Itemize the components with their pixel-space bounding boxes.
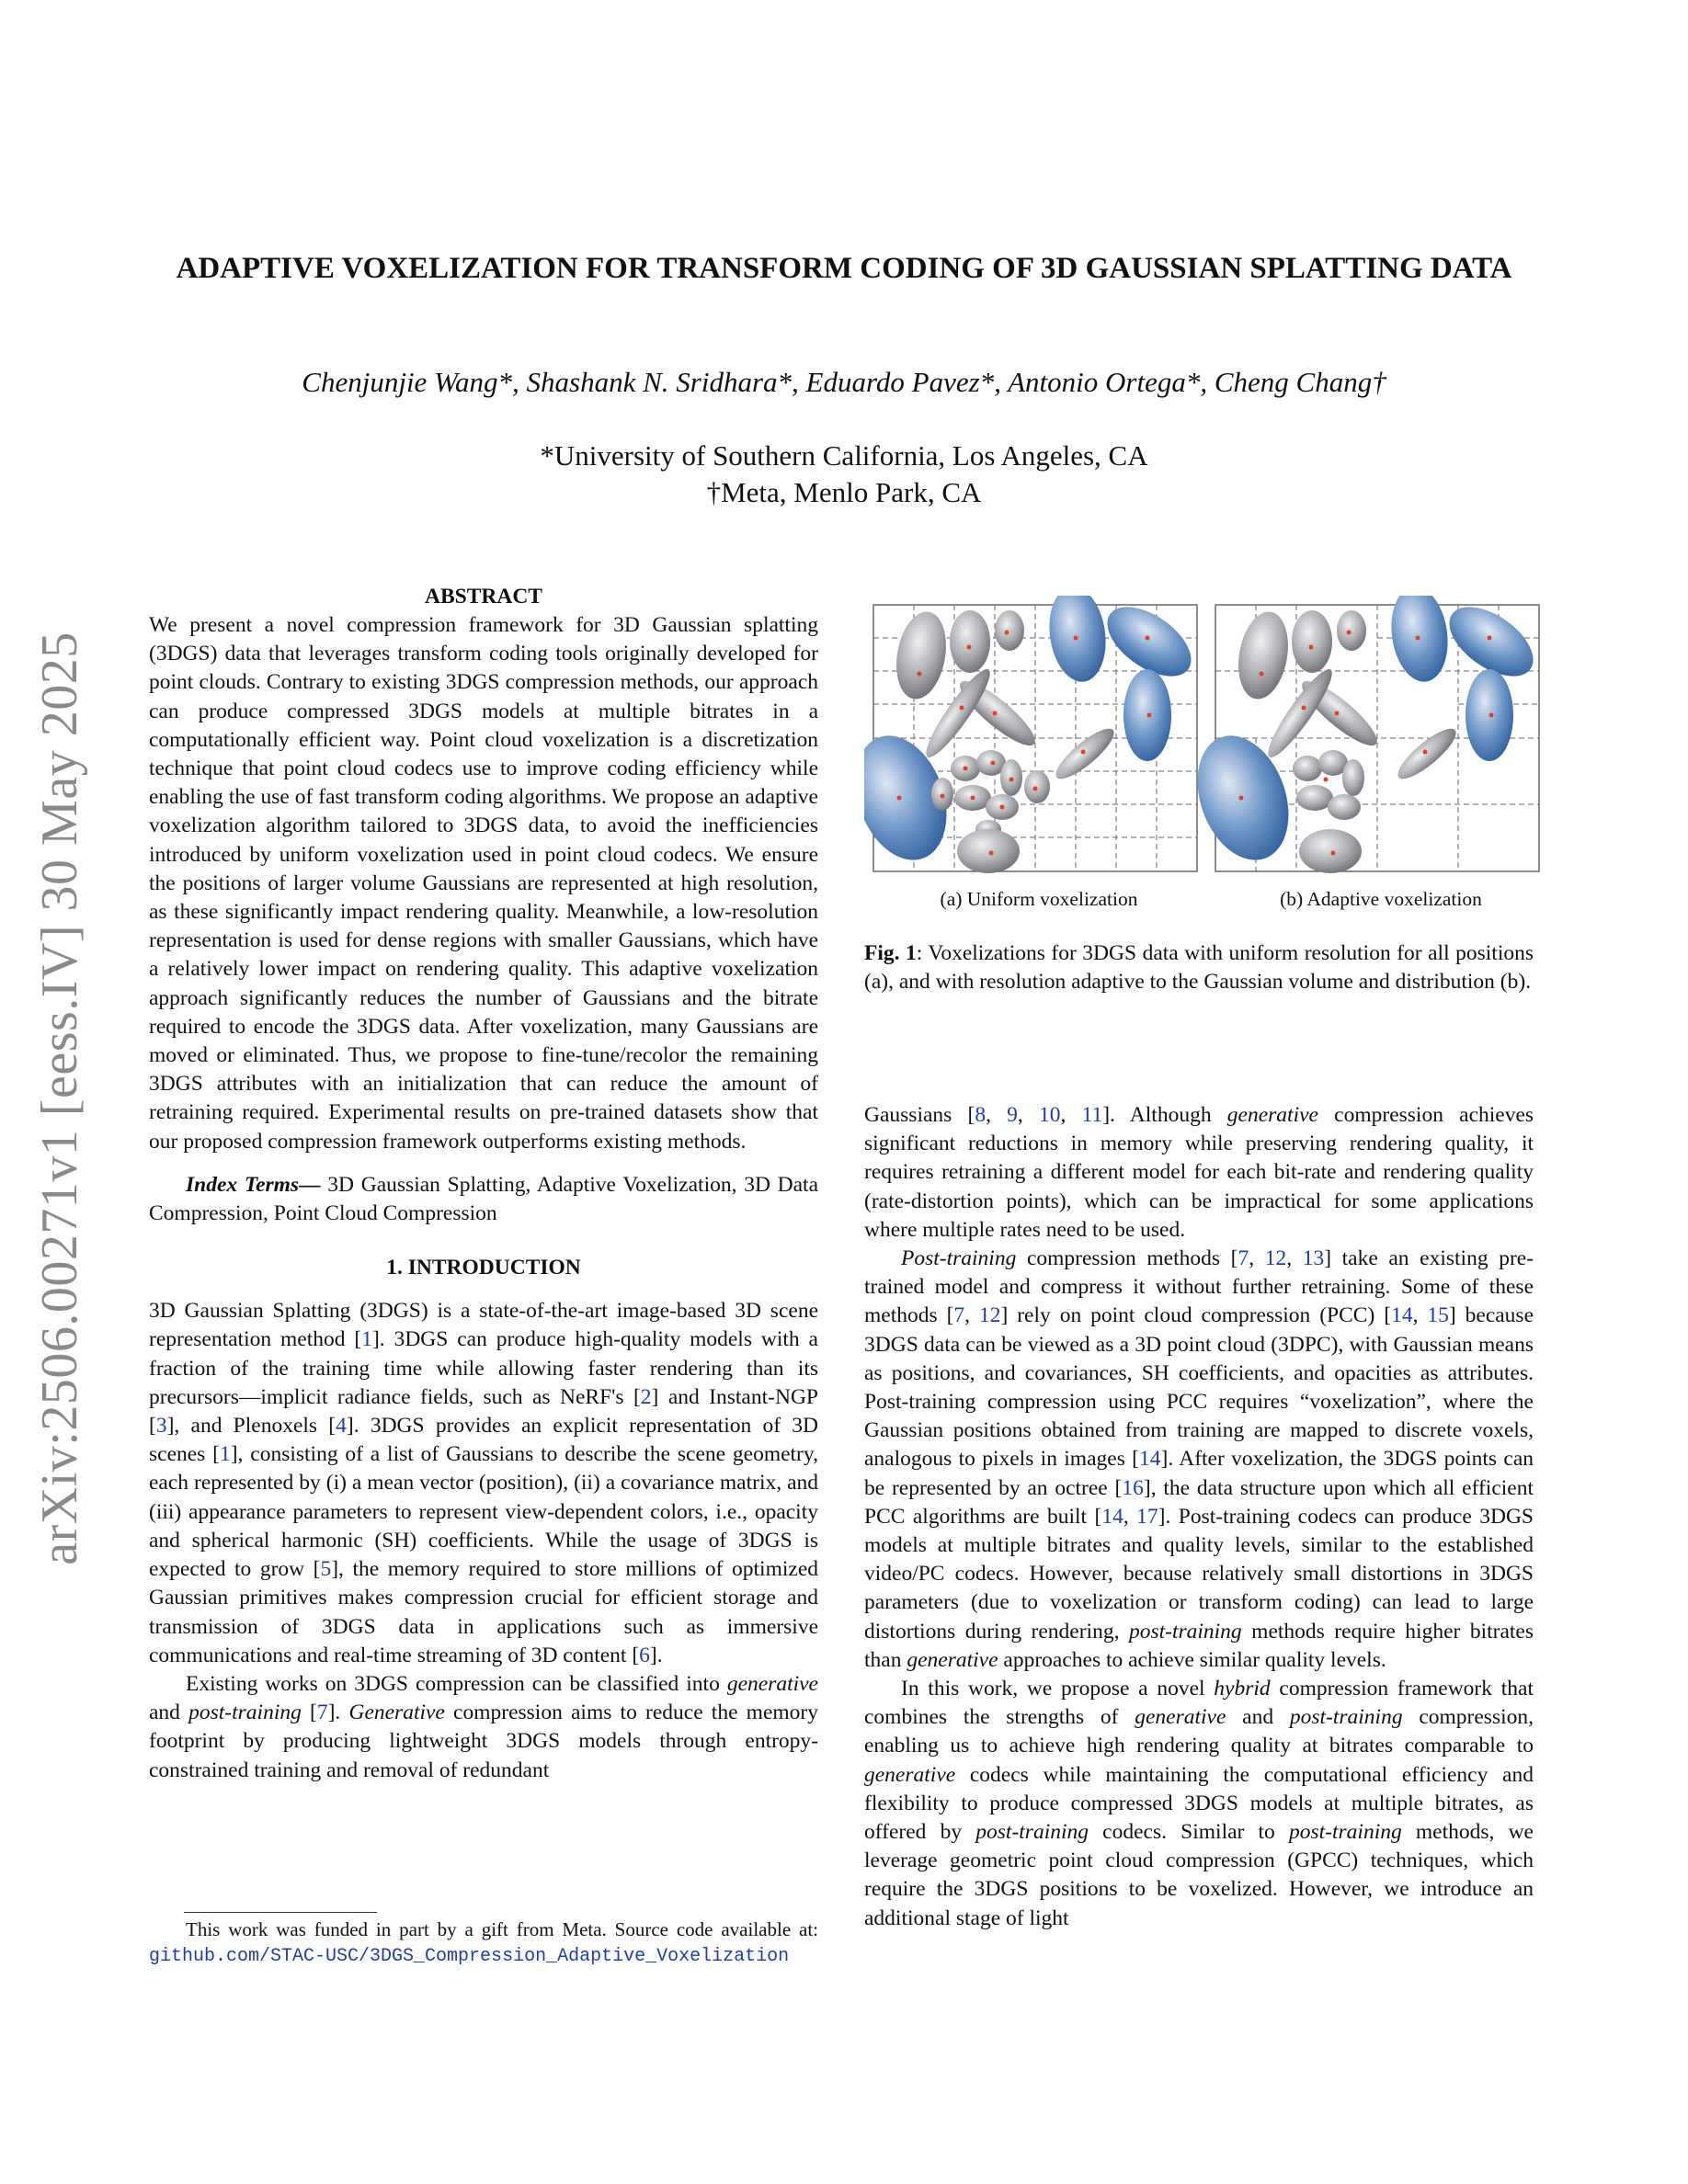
citation-link[interactable]: 12 [978, 1303, 1001, 1328]
figure-voxelization-panels [864, 596, 1541, 881]
affiliation-meta: †Meta, Menlo Park, CA [706, 476, 982, 508]
citation-link[interactable]: 14 [1139, 1447, 1161, 1472]
right-paragraph-1: Gaussians [8, 9, 10, 11]. Although generative compression achieves significant reductions in memory while preserving rendering quality, it requires retraining a different model for each bit-rate and rendering quality (rate-distortion points), which can be impractical for some applications where multiple rates need to be used. [864, 1103, 1534, 1242]
citation-link[interactable]: 7 [316, 1701, 328, 1725]
citation-link[interactable]: 15 [1427, 1303, 1449, 1328]
citation-link[interactable]: 6 [639, 1643, 650, 1667]
affiliations [147, 438, 1541, 511]
citation-link[interactable]: 3 [155, 1414, 167, 1439]
citation-link[interactable]: 11 [1081, 1103, 1103, 1127]
intro-paragraph-2: Existing works on 3DGS compression can be classified into generative and post-training [7]. Generative compression aims to reduce the memory footprint by producing lightweight 3DGS models through entropy-constrained training and removal of redundant [149, 1671, 818, 1782]
source-code-link[interactable]: github.com/STAC-USC/3DGS_Compression_Adaptive_Voxelization [149, 1946, 790, 1967]
intro-paragraph-1: 3D Gaussian Splatting (3DGS) is a state-of-the-art image-based 3D scene representation method [1]. 3DGS can produce high-quality models with a fraction of the training time while allowing faster rendering than its precursors—implicit radiance fields, such as NeRF's [2] and Instant-NGP [3], and Plenoxels [4]. 3DGS provides an explicit representation of 3D scenes [1], consisting of a list of Gaussians to describe the scene geometry, each represented by (i) a mean vector (position), (ii) a covariance matrix, and (iii) appearance parameters to represent view-dependent colors, i.e., opacity and spherical harmonic (SH) coefficients. While the usage of 3DGS is expected to grow [5], the memory required to store millions of optimized Gaussian primitives makes compression crucial for efficient storage and transmission of 3DGS data in applications such as immersive communications and real-time streaming of 3D content [6]. [149, 1299, 819, 1667]
citation-link[interactable]: 14 [1101, 1504, 1123, 1529]
caption-label: Fig. 1 [864, 941, 917, 965]
panel-uniform [864, 596, 1203, 873]
intro-heading: 1. INTRODUCTION [386, 1256, 581, 1280]
affiliation-usc: *University of Southern California, Los Angeles, CA [540, 439, 1148, 472]
citation-link[interactable]: 14 [1391, 1303, 1413, 1328]
right-paragraph-2: Post-training compression methods [7, 12, 13] take an existing pre-trained model and compress it without further retraining. Some of these methods [7, 12] rely on point cloud compression (PCC) [14, 15] because 3DGS data can be viewed as a 3D point cloud (3DPC), with Gaussian means as positions, and covariances, SH coefficients, and opacities as attributes. Post-training compression using PCC requires “voxelization”, where the Gaussian positions obtained from training are mapped to discrete voxels, analogous to pixels in images [14]. After voxelization, the 3DGS points can be represented by an octree [16], the data structure upon which all efficient PCC algorithms are built [14, 17]. Post-training codecs can produce 3DGS models at multiple bitrates and quality levels, similar to the established video/PC codecs. However, because relatively small distortions in 3DGS parameters (due to voxelization or transform coding) can lead to large distortions during rendering, post-training methods require higher bitrates than generative approaches to achieve similar quality levels. [864, 1246, 1534, 1672]
citation-link[interactable]: 2 [640, 1384, 652, 1409]
citation-link[interactable]: 16 [1122, 1475, 1144, 1500]
right-column [864, 1101, 1534, 1933]
citation-link[interactable]: 12 [1264, 1246, 1287, 1271]
footnote-rule [184, 1912, 377, 1913]
arxiv-identifier: arXiv:2506.00271v1 [eess.IV] 30 May 2025 [31, 631, 88, 1565]
citation-link[interactable]: 7 [1237, 1246, 1249, 1271]
citation-link[interactable]: 9 [1007, 1103, 1018, 1127]
citation-link[interactable]: 1 [361, 1327, 372, 1352]
author-list: Chenjunjie Wang*, Shashank N. Sridhara*, Eduardo Pavez*, Antonio Ortega*, Cheng Chang† [302, 366, 1386, 398]
abstract-heading: ABSTRACT [425, 585, 542, 609]
citation-link[interactable]: 5 [320, 1557, 332, 1582]
index-terms-text: 3D Gaussian Splatting, Adaptive Voxelization, 3D Data Compression, Point Cloud Compression [149, 1172, 819, 1226]
citation-link[interactable]: 17 [1136, 1504, 1158, 1529]
left-column [149, 583, 818, 1785]
citation-link[interactable]: 8 [975, 1103, 987, 1127]
caption-text: : Voxelizations for 3DGS data with uniform resolution for all positions (a), and with resolution adaptive to the Gaussian volume and distribution (b). [864, 941, 1534, 995]
citation-link[interactable]: 4 [336, 1414, 347, 1439]
subcaption-a: (a) Uniform voxelization [940, 888, 1138, 910]
figure-1 [864, 596, 1541, 910]
footnote: This work was funded in part by a gift from Meta. Source code available at: github.com/STAC-USC/3DGS_Compression_Adaptive_Voxelization [149, 1918, 818, 1967]
index-terms-label: Index Terms— [186, 1172, 321, 1197]
subcaption-b: (b) Adaptive voxelization [1280, 888, 1482, 910]
figure-caption [864, 939, 1534, 996]
citation-link[interactable]: 10 [1038, 1103, 1061, 1127]
panel-adaptive [1181, 596, 1541, 873]
right-paragraph-3: In this work, we propose a novel hybrid compression framework that combines the strengths of generative and post-training compression, enabling us to achieve high rendering quality at bitrates comparable to generative codecs while maintaining the computational efficiency and flexibility to produce compressed 3DGS models at multiple bitrates, as offered by post-training codecs. Similar to post-training methods, we leverage geometric point cloud compression (GPCC) techniques, which require the 3DGS positions to be voxelized. However, we introduce an additional stage of light [864, 1677, 1534, 1930]
citation-link[interactable]: 13 [1302, 1246, 1325, 1271]
citation-link[interactable]: 7 [953, 1303, 965, 1328]
citation-link[interactable]: 1 [219, 1442, 231, 1467]
paper-title: ADAPTIVE VOXELIZATION FOR TRANSFORM CODING OF 3D GAUSSIAN SPLATTING DATA [176, 252, 1512, 285]
index-terms [149, 1171, 818, 1228]
abstract-text: We present a novel compression framework for 3D Gaussian splatting (3DGS) data that leverages transform coding tools originally developed for point clouds. Contrary to existing 3DGS compression methods, our approach can produce compressed 3DGS models at multiple bitrates in a computationally efficient way. Point cloud voxelization is a discretization technique that point cloud codecs use to improve coding efficiency while enabling the use of fast transform coding algorithms. We propose an adaptive voxelization algorithm tailored to 3DGS data, to avoid the inefficiencies introduced by uniform voxelization used in point cloud codecs. We ensure the positions of larger volume Gaussians are represented at high resolution, as these significantly impact rendering quality. Meanwhile, a low-resolution representation is used for dense regions with smaller Gaussians, which have a relatively lower impact on rendering quality. This adaptive voxelization approach significantly reduces the number of Gaussians and the bitrate required to encode the 3DGS data. After voxelization, many Gaussians are moved or eliminated. Thus, we propose to fine-tune/recolor the remaining 3DGS attributes with an initialization that can reduce the amount of retraining required. Experimental results on pre-trained datasets show that our proposed compression framework outperforms existing methods. [149, 613, 818, 1154]
